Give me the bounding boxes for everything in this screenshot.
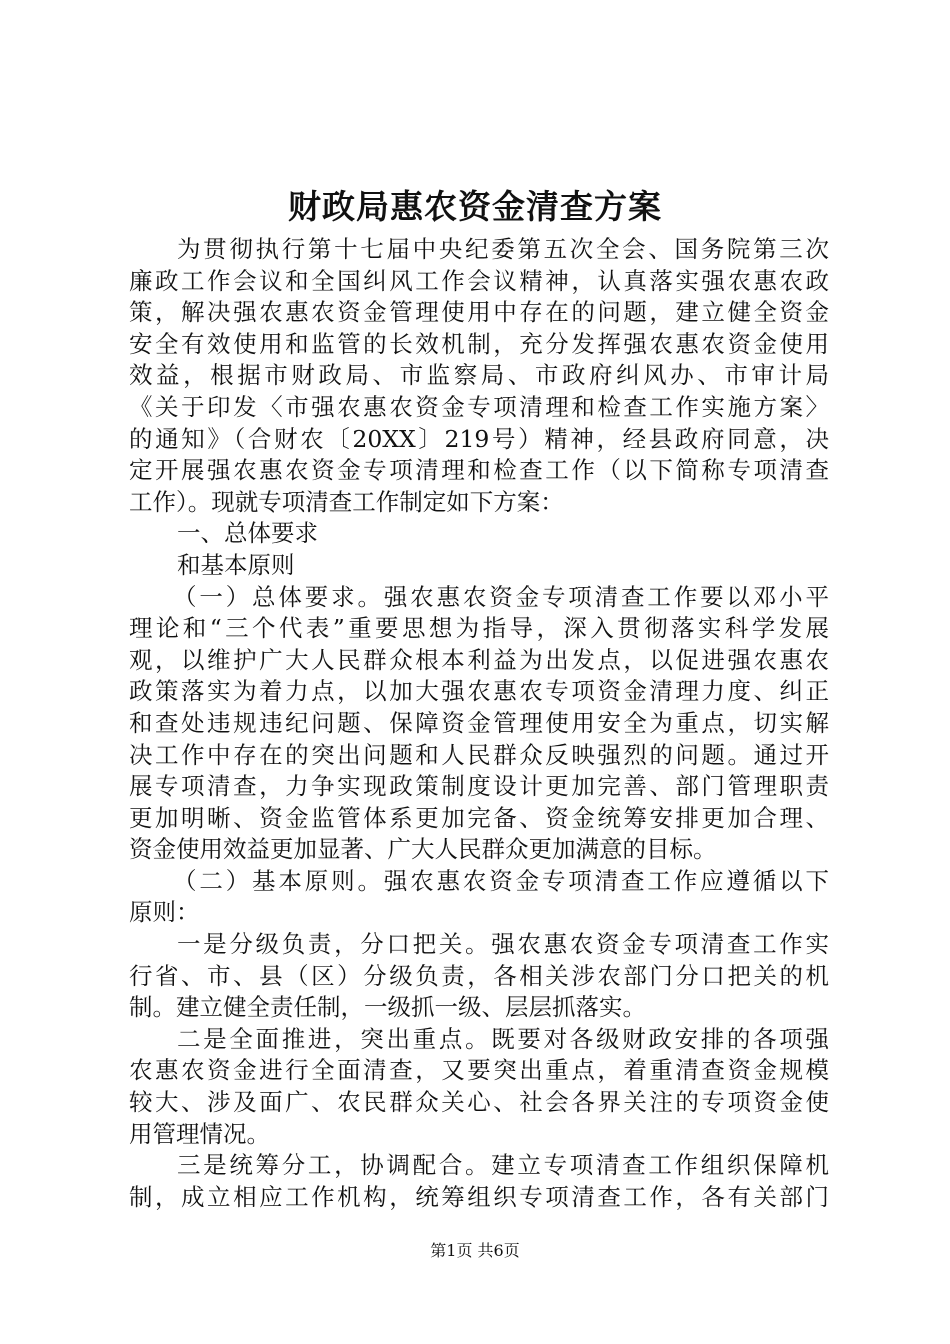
body-line: 理论和“三个代表”重要思想为指导，深入贯彻落实科学发展	[129, 614, 829, 643]
body-line: 为贯彻执行第十七届中央纪委第五次全会、国务院第三次	[177, 235, 829, 263]
body-line: 原则：	[129, 898, 200, 927]
body-line: 较大、涉及面广、农民群众关心、社会各界关注的专项资金使	[129, 1088, 829, 1117]
body-line: 观，以维护广大人民群众根本利益为出发点，以促进强农惠农	[129, 645, 829, 674]
body-line: 工作）。现就专项清查工作制定如下方案：	[129, 487, 564, 516]
body-line: 二是全面推进，突出重点。既要对各级财政安排的各项强	[177, 1024, 829, 1053]
section-heading: 和基本原则	[177, 550, 295, 579]
body-line: 和查处违规违纪问题、保障资金管理使用安全为重点，切实解	[129, 708, 829, 737]
body-line: 政策落实为着力点，以加大强农惠农专项资金清理力度、纠正	[129, 677, 829, 706]
body-line: 制，成立相应工作机构，统筹组织专项清查工作，各有关部门	[129, 1182, 829, 1211]
body-line: 定开展强农惠农资金专项清理和检查工作（以下简称专项清查	[129, 456, 829, 485]
body-line: 安全有效使用和监管的长效机制，充分发挥强农惠农资金使用	[129, 329, 829, 358]
body-line: 制。建立健全责任制，一级抓一级、层层抓落实。	[129, 993, 646, 1022]
body-line: 农惠农资金进行全面清查，又要突出重点，着重清查资金规模	[129, 1056, 829, 1085]
body-line: 资金使用效益更加显著、广大人民群众更加满意的目标。	[129, 835, 717, 864]
body-line: 展专项清查，力争实现政策制度设计更加完善、部门管理职责	[129, 772, 829, 801]
section-heading: 一、总体要求	[177, 519, 318, 548]
body-line: 用管理情况。	[129, 1119, 270, 1148]
body-line: 一是分级负责，分口把关。强农惠农资金专项清查工作实	[177, 930, 829, 959]
document-body	[129, 234, 829, 1213]
body-line: 《关于印发〈市强农惠农资金专项清理和检查工作实施方案〉	[129, 392, 829, 421]
page-number: 第1页 共6页	[430, 1241, 520, 1260]
body-line: （二）基本原则。强农惠农资金专项清查工作应遵循以下	[173, 866, 829, 895]
body-line: 行省、市、县（区）分级负责，各相关涉农部门分口把关的机	[129, 961, 829, 990]
body-line: 的通知》（合财农〔20XX〕219号）精神，经县政府同意，决	[129, 424, 829, 453]
body-line: 更加明晰、资金监管体系更加完备、资金统筹安排更加合理、	[129, 803, 829, 832]
body-line: 决工作中存在的突出问题和人民群众反映强烈的问题。通过开	[129, 740, 829, 769]
body-line: 效益，根据市财政局、市监察局、市政府纠风办、市审计局	[129, 361, 829, 390]
body-line: （一）总体要求。强农惠农资金专项清查工作要以邓小平	[173, 582, 829, 611]
body-line: 策，解决强农惠农资金管理使用中存在的问题，建立健全资金	[129, 298, 829, 327]
body-line: 廉政工作会议和全国纠风工作会议精神，认真落实强农惠农政	[129, 266, 829, 295]
document-title: 财政局惠农资金清查方案	[288, 187, 662, 226]
body-line: 三是统筹分工，协调配合。建立专项清查工作组织保障机	[177, 1151, 829, 1180]
